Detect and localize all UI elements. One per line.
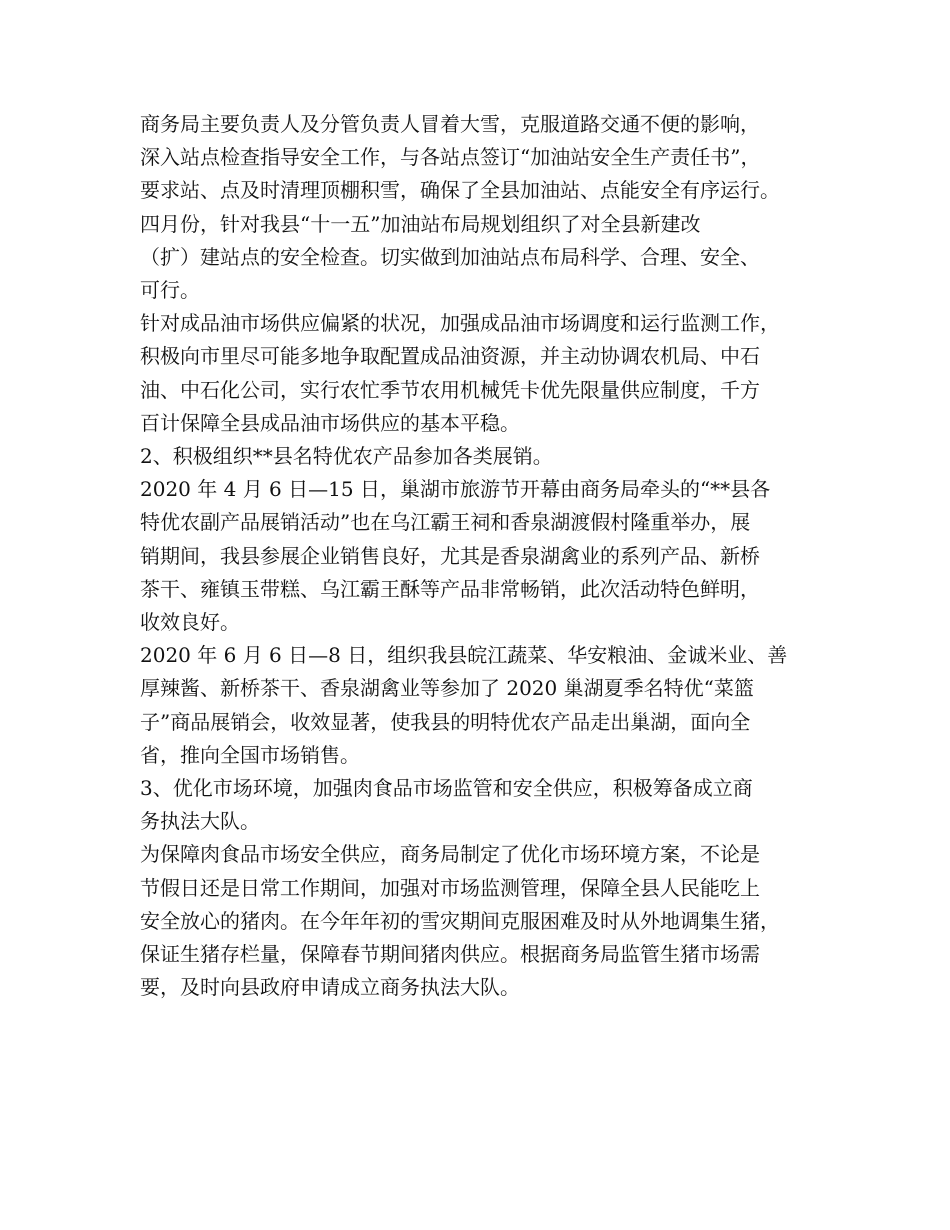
document-body <box>140 108 820 1004</box>
text-line: 2020 年 6 月 6 日—8 日，组织我县皖江蔬菜、华安粮油、金诚米业、善 <box>140 643 788 668</box>
text-line: 特优农副产品展销活动”也在乌江霸王祠和香泉湖渡假村隆重举办，展 <box>140 510 751 535</box>
text-line: 节假日还是日常工作期间，加强对市场监测管理，保障全县人民能吃上 <box>140 875 760 900</box>
paragraph <box>140 473 820 639</box>
text-line: 保证生猪存栏量，保障春节期间猪肉供应。根据商务局监管生猪市场需 <box>140 942 760 967</box>
text-line: 商务局主要负责人及分管负责人冒着大雪，克服道路交通不便的影响， <box>140 112 760 136</box>
text-line: 可行。 <box>140 278 200 303</box>
text-line: 深入站点检查指导安全工作，与各站点签订“加油站安全生产责任书”， <box>140 145 761 170</box>
text-line: 务执法大队。 <box>140 809 260 834</box>
text-line: 为保障肉食品市场安全供应，商务局制定了优化市场环境方案，不论是 <box>140 842 760 867</box>
text-line: 子”商品展销会，收效显著，使我县的明特优农产品走出巢湖，面向全 <box>140 709 751 734</box>
text-line: （扩）建站点的安全检查。切实做到加油站点布局科学、合理、安全、 <box>140 244 760 269</box>
text-line: 安全放心的猪肉。在今年年初的雪灾期间克服困难及时从外地调集生猪， <box>140 908 780 933</box>
text-line: 针对成品油市场供应偏紧的状况，加强成品油市场调度和运行监测工作， <box>140 311 780 336</box>
text-line: 百计保障全县成品油市场供应的基本平稳。 <box>140 410 520 435</box>
paragraph <box>140 440 820 473</box>
text-line: 2、积极组织**县名特优农产品参加各类展销。 <box>140 444 553 469</box>
text-line: 销期间，我县参展企业销售良好，尤其是香泉湖禽业的系列产品、新桥 <box>140 543 760 568</box>
paragraph <box>140 307 820 440</box>
text-line: 收效良好。 <box>140 610 240 635</box>
text-line: 茶干、雍镇玉带糕、乌江霸王酥等产品非常畅销，此次活动特色鲜明， <box>140 576 760 601</box>
text-line: 厚辣酱、新桥茶干、香泉湖禽业等参加了 2020 巢湖夏季名特优“菜篮 <box>140 676 754 701</box>
paragraph <box>140 772 820 838</box>
text-line: 3、优化市场环境，加强肉食品市场监管和安全供应，积极筹备成立商 <box>140 776 753 801</box>
paragraph <box>140 108 820 307</box>
text-line: 要求站、点及时清理顶棚积雪，确保了全县加油站、点能安全有序运行。 <box>140 178 780 203</box>
paragraph <box>140 838 820 1004</box>
text-line: 省，推向全国市场销售。 <box>140 742 360 767</box>
text-line: 积极向市里尽可能多地争取配置成品油资源，并主动协调农机局、中石 <box>140 344 760 369</box>
text-line: 要，及时向县政府申请成立商务执法大队。 <box>140 975 520 1000</box>
text-line: 2020 年 4 月 6 日—15 日，巢湖市旅游节开幕由商务局牵头的“**县各 <box>140 477 771 502</box>
text-line: 油、中石化公司，实行农忙季节农用机械凭卡优先限量供应制度，千方 <box>140 377 760 402</box>
paragraph <box>140 639 820 772</box>
text-line: 四月份，针对我县“十一五”加油站布局规划组织了对全县新建改 <box>140 211 701 236</box>
